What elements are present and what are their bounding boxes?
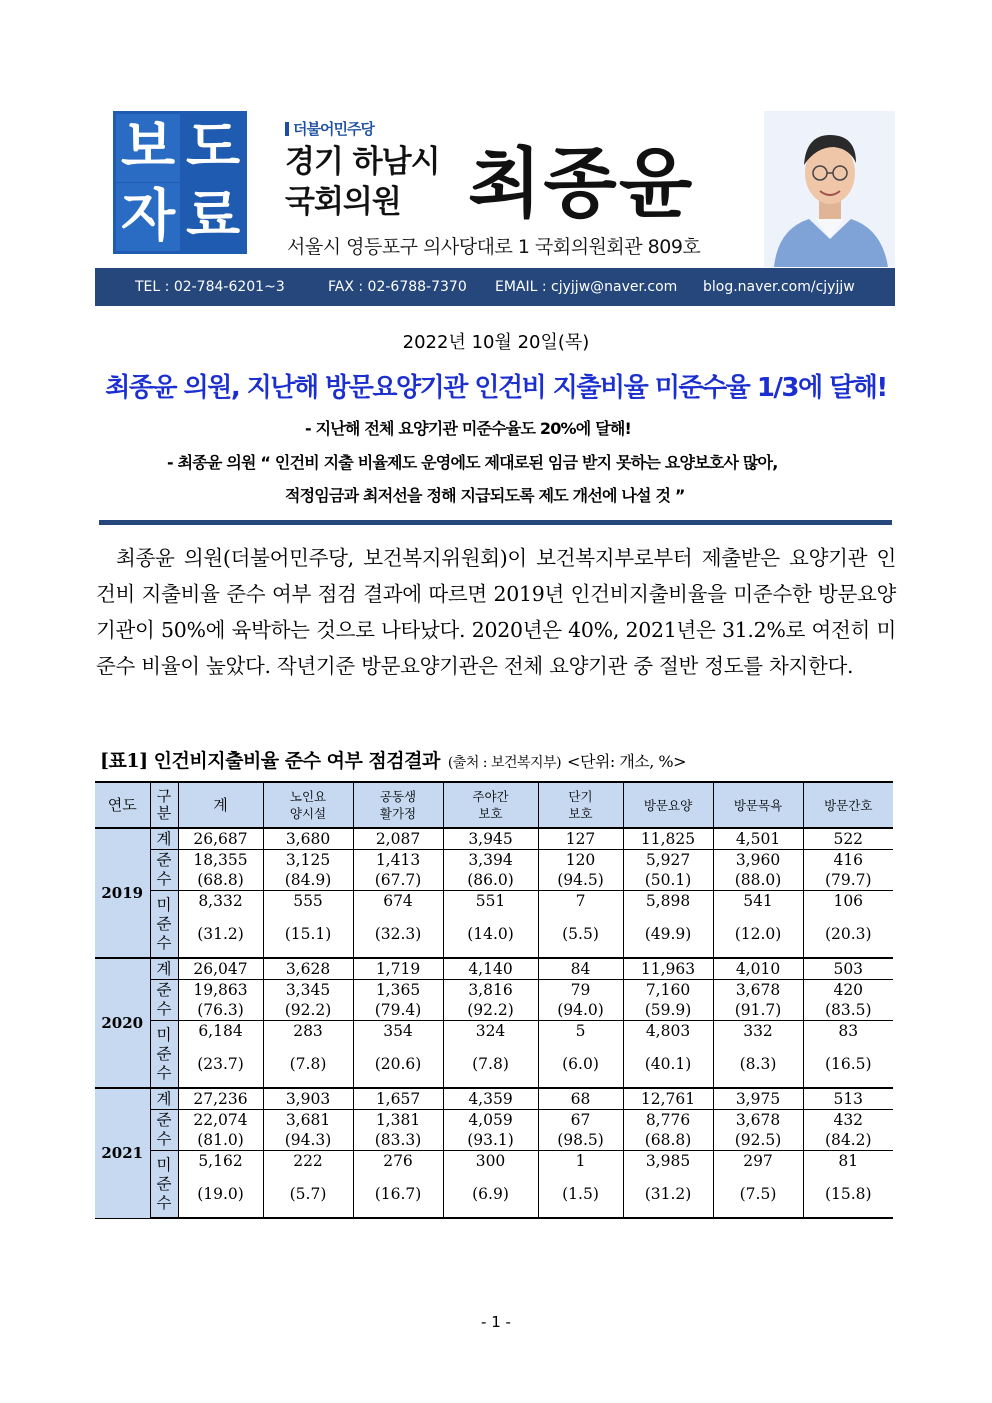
header-cell: 노인요 양시설: [263, 782, 353, 828]
value-cell: [623, 1021, 713, 1089]
percent-value: (14.0): [467, 925, 514, 943]
lawmaker-name: 최종윤: [468, 139, 695, 228]
value-cell: [803, 850, 893, 891]
value-cell: [538, 1021, 623, 1089]
count-value: 6,184: [198, 1022, 243, 1040]
header-cell: 연도: [95, 782, 150, 828]
header-cell: 단기 보호: [538, 782, 623, 828]
percent-value: (20.3): [824, 925, 872, 943]
count-value: 555: [293, 892, 323, 910]
value-cell: [443, 1110, 538, 1151]
count-value: 3,678: [735, 981, 781, 999]
count-value: 8,332: [198, 892, 243, 910]
category-cell: 계: [150, 958, 178, 980]
value-cell: 11,963: [623, 958, 713, 980]
header-cell: 계: [178, 782, 263, 828]
percent-value: (98.5): [557, 1131, 604, 1149]
value-cell: 127: [538, 828, 623, 850]
body-paragraph: [96, 540, 896, 684]
count-value: 5,898: [645, 892, 691, 910]
percent-value: (15.8): [824, 1185, 872, 1203]
person-portrait-icon: [764, 111, 895, 267]
value-cell: [803, 891, 893, 959]
value-cell: 4,140: [443, 958, 538, 980]
count-value: 22,074: [193, 1111, 248, 1129]
value-cell: [713, 980, 803, 1021]
value-cell: 4,359: [443, 1088, 538, 1110]
category-cell: 미 준 수: [150, 1151, 178, 1219]
value-cell: [538, 980, 623, 1021]
percent-value: (93.1): [467, 1131, 514, 1149]
value-cell: [803, 1151, 893, 1219]
category-cell: 준 수: [150, 980, 178, 1021]
value-cell: [178, 1021, 263, 1089]
value-cell: [443, 1021, 538, 1089]
count-value: 3,394: [468, 851, 513, 869]
value-cell: [263, 980, 353, 1021]
value-cell: 12,761: [623, 1088, 713, 1110]
value-cell: [178, 891, 263, 959]
value-cell: [803, 980, 893, 1021]
percent-value: (92.5): [734, 1131, 782, 1149]
percent-value: (68.8): [644, 1131, 692, 1149]
percent-value: (16.5): [824, 1055, 872, 1073]
value-cell: [353, 850, 443, 891]
contact-bar: [95, 268, 895, 306]
subheading: - 최종윤 의원 “ 인건비 지출 비율제도 운영에도 제대로된 임금 받지 못하는 요양보호사 많아,: [167, 453, 778, 472]
percent-value: (6.9): [472, 1185, 509, 1203]
value-cell: [623, 1151, 713, 1219]
count-value: 106: [833, 892, 864, 910]
party-logo: [285, 118, 374, 139]
value-cell: 27,236: [178, 1088, 263, 1110]
count-value: 3,681: [285, 1111, 331, 1129]
value-cell: [623, 891, 713, 959]
count-value: 283: [293, 1022, 323, 1040]
count-value: 3,960: [735, 851, 781, 869]
count-value: 297: [743, 1152, 773, 1170]
value-cell: [263, 1110, 353, 1151]
percent-value: (16.7): [374, 1185, 422, 1203]
value-cell: 3,975: [713, 1088, 803, 1110]
table-source: (출처 : 보건복지부): [447, 755, 562, 771]
percent-value: (88.0): [734, 871, 782, 889]
table-row: [95, 891, 893, 959]
body-text: 최종윤 의원(더불어민주당, 보건복지위원회)이 보건복지부로부터 제출받은 요양기관 인건비 지출비율 준수 여부 점검 결과에 따르면 2019년 인건비지출비율을 미준수한 방문요양기관이 50%에 육박하는 것으로 나타났다. 2020년은 40%, 2021년은 31.2%로 여전히 미준수 비율이 높았다. 작년기준 방문요양기관은 전체 요양기관 중 절반 정도를 차지한다.: [96, 546, 896, 678]
count-value: 354: [383, 1022, 413, 1040]
count-value: 332: [743, 1022, 773, 1040]
count-value: 222: [293, 1152, 323, 1170]
value-cell: [178, 980, 263, 1021]
table-row: [95, 850, 893, 891]
percent-value: (5.7): [289, 1185, 327, 1203]
value-cell: [443, 891, 538, 959]
percent-value: (23.7): [197, 1055, 244, 1073]
count-value: 5: [575, 1022, 586, 1040]
percent-value: (94.3): [284, 1131, 332, 1149]
value-cell: 3,680: [263, 828, 353, 850]
count-value: 3,125: [285, 851, 331, 869]
tel-text: TEL : 02-784-6201~3: [135, 279, 285, 295]
table-row: [95, 828, 893, 850]
headline: 최종윤 의원, 지난해 방문요양기관 인건비 지출비율 미준수율 1/3에 달해!: [105, 373, 887, 403]
table-row: [95, 1110, 893, 1151]
value-cell: [353, 1151, 443, 1219]
compliance-table: [95, 781, 893, 1219]
value-cell: [538, 850, 623, 891]
office-address: 서울시 영등포구 의사당대로 1 국회의원회관 809호: [287, 236, 701, 258]
count-value: 541: [743, 892, 773, 910]
percent-value: (92.2): [467, 1001, 514, 1019]
percent-value: (86.0): [467, 871, 514, 889]
count-value: 420: [833, 981, 864, 999]
value-cell: 1,719: [353, 958, 443, 980]
subheading: - 지난해 전체 요양기관 미준수율도 20%에 달해!: [305, 419, 632, 438]
percent-value: (7.8): [289, 1055, 327, 1073]
header-cell: 방문요양: [623, 782, 713, 828]
table-unit: <단위: 개소, %>: [567, 752, 687, 771]
header-cell: 방문간호: [803, 782, 893, 828]
percent-value: (7.5): [739, 1185, 777, 1203]
category-cell: 계: [150, 828, 178, 850]
table-row: [95, 1088, 893, 1110]
count-value: 324: [475, 1022, 506, 1040]
table-row: [95, 980, 893, 1021]
value-cell: [713, 891, 803, 959]
percent-value: (83.3): [374, 1131, 422, 1149]
count-value: 276: [383, 1152, 413, 1170]
value-cell: 84: [538, 958, 623, 980]
count-value: 3,345: [285, 981, 331, 999]
percent-value: (59.9): [644, 1001, 692, 1019]
count-value: 3,816: [468, 981, 513, 999]
subheading: 적정임금과 최저선을 정해 지급되도록 제도 개선에 나설 것 ”: [285, 486, 685, 505]
count-value: 1,413: [375, 851, 421, 869]
count-value: 416: [833, 851, 864, 869]
value-cell: [263, 1151, 353, 1219]
count-value: 300: [475, 1152, 506, 1170]
percent-value: (91.7): [734, 1001, 782, 1019]
category-cell: 계: [150, 1088, 178, 1110]
percent-value: (19.0): [197, 1185, 244, 1203]
percent-value: (94.5): [557, 871, 604, 889]
percent-value: (94.0): [557, 1001, 604, 1019]
value-cell: [803, 1110, 893, 1151]
count-value: 1,381: [375, 1111, 421, 1129]
header-cell: 공동생 활가정: [353, 782, 443, 828]
value-cell: [178, 1110, 263, 1151]
value-cell: [353, 980, 443, 1021]
percent-value: (12.0): [734, 925, 782, 943]
percent-value: (50.1): [644, 871, 692, 889]
count-value: 67: [570, 1111, 591, 1129]
value-cell: 522: [803, 828, 893, 850]
section-divider: [99, 520, 892, 525]
category-cell: 미 준 수: [150, 1021, 178, 1089]
count-value: 79: [570, 981, 591, 999]
count-value: 5,162: [198, 1152, 243, 1170]
percent-value: (84.9): [284, 871, 332, 889]
header-cell: 주야간 보호: [443, 782, 538, 828]
percent-value: (79.4): [374, 1001, 422, 1019]
value-cell: [538, 891, 623, 959]
percent-value: (84.2): [824, 1131, 872, 1149]
percent-value: (5.5): [562, 925, 599, 943]
value-cell: [353, 1021, 443, 1089]
category-cell: 미 준 수: [150, 891, 178, 959]
badge-char: 도: [181, 114, 245, 182]
page-number: - 1 -: [481, 1313, 511, 1331]
region-block: [285, 142, 440, 222]
value-cell: [263, 891, 353, 959]
count-value: 5,927: [645, 851, 691, 869]
header-cell: 방문목욕: [713, 782, 803, 828]
percent-value: (20.6): [374, 1055, 422, 1073]
release-date: 2022년 10월 20일(목): [402, 332, 590, 353]
table-row: [95, 958, 893, 980]
value-cell: 11,825: [623, 828, 713, 850]
percent-value: (15.1): [284, 925, 332, 943]
percent-value: (76.3): [197, 1001, 244, 1019]
count-value: 19,863: [193, 981, 248, 999]
table-title: [표1] 인건비지출비율 준수 여부 점검결과: [100, 750, 440, 772]
blog-text: blog.naver.com/cjyjjw: [703, 279, 855, 295]
value-cell: [713, 1021, 803, 1089]
percent-value: (1.5): [562, 1185, 599, 1203]
badge-char: 자: [116, 183, 180, 251]
value-cell: 3,945: [443, 828, 538, 850]
value-cell: 503: [803, 958, 893, 980]
percent-value: (32.3): [374, 925, 422, 943]
count-value: 8,776: [645, 1111, 691, 1129]
percent-value: (31.2): [197, 925, 244, 943]
percent-value: (49.9): [644, 925, 692, 943]
percent-value: (67.7): [374, 871, 422, 889]
count-value: 4,803: [645, 1022, 691, 1040]
value-cell: [443, 980, 538, 1021]
category-cell: 준 수: [150, 850, 178, 891]
value-cell: [353, 1110, 443, 1151]
value-cell: [713, 1151, 803, 1219]
count-value: 3,678: [735, 1111, 781, 1129]
value-cell: [263, 850, 353, 891]
value-cell: [623, 980, 713, 1021]
value-cell: [623, 850, 713, 891]
value-cell: 4,010: [713, 958, 803, 980]
value-cell: [443, 1151, 538, 1219]
badge-char: 료: [181, 183, 245, 251]
value-cell: 26,047: [178, 958, 263, 980]
fax-text: FAX : 02-6788-7370: [328, 279, 467, 295]
percent-value: (83.5): [824, 1001, 872, 1019]
table-caption: [100, 746, 686, 773]
value-cell: [803, 1021, 893, 1089]
value-cell: [178, 850, 263, 891]
value-cell: 2,087: [353, 828, 443, 850]
value-cell: 4,501: [713, 828, 803, 850]
email-text: EMAIL : cjyjjw@naver.com: [495, 279, 678, 295]
count-value: 1: [575, 1152, 586, 1170]
count-value: 7: [575, 892, 586, 910]
count-value: 120: [565, 851, 596, 869]
category-cell: 준 수: [150, 1110, 178, 1151]
badge-char: 보: [116, 114, 180, 182]
count-value: 674: [383, 892, 413, 910]
table-row: [95, 1151, 893, 1219]
value-cell: [538, 1110, 623, 1151]
count-value: 551: [475, 892, 506, 910]
region-line: 경기 하남시: [285, 144, 440, 180]
value-cell: [443, 850, 538, 891]
count-value: 432: [833, 1111, 864, 1129]
percent-value: (81.0): [197, 1131, 244, 1149]
value-cell: [623, 1110, 713, 1151]
count-value: 4,059: [468, 1111, 513, 1129]
percent-value: (7.8): [472, 1055, 509, 1073]
count-value: 1,365: [375, 981, 421, 999]
year-cell: 2020: [95, 958, 150, 1088]
count-value: 3,985: [645, 1152, 691, 1170]
value-cell: 513: [803, 1088, 893, 1110]
press-release-badge: [113, 111, 247, 254]
value-cell: 1,657: [353, 1088, 443, 1110]
title-line: 국회의원: [285, 184, 401, 220]
value-cell: [178, 1151, 263, 1219]
party-name: 더불어민주당: [293, 120, 374, 138]
header-cell: 구 분: [150, 782, 178, 828]
percent-value: (6.0): [562, 1055, 599, 1073]
value-cell: 26,687: [178, 828, 263, 850]
value-cell: [538, 1151, 623, 1219]
count-value: 18,355: [193, 851, 248, 869]
table-header-row: [95, 782, 893, 828]
percent-value: (79.7): [824, 871, 872, 889]
percent-value: (92.2): [284, 1001, 332, 1019]
year-cell: 2021: [95, 1088, 150, 1218]
value-cell: [713, 1110, 803, 1151]
percent-value: (40.1): [644, 1055, 692, 1073]
value-cell: [713, 850, 803, 891]
value-cell: [353, 891, 443, 959]
value-cell: 68: [538, 1088, 623, 1110]
value-cell: 3,628: [263, 958, 353, 980]
percent-value: (31.2): [644, 1185, 692, 1203]
portrait-photo: [764, 111, 895, 267]
percent-value: (68.8): [197, 871, 244, 889]
percent-value: (8.3): [739, 1055, 777, 1073]
value-cell: [263, 1021, 353, 1089]
table-row: [95, 1021, 893, 1089]
count-value: 81: [838, 1152, 859, 1170]
count-value: 7,160: [645, 981, 691, 999]
count-value: 83: [838, 1022, 859, 1040]
year-cell: 2019: [95, 828, 150, 958]
value-cell: 3,903: [263, 1088, 353, 1110]
